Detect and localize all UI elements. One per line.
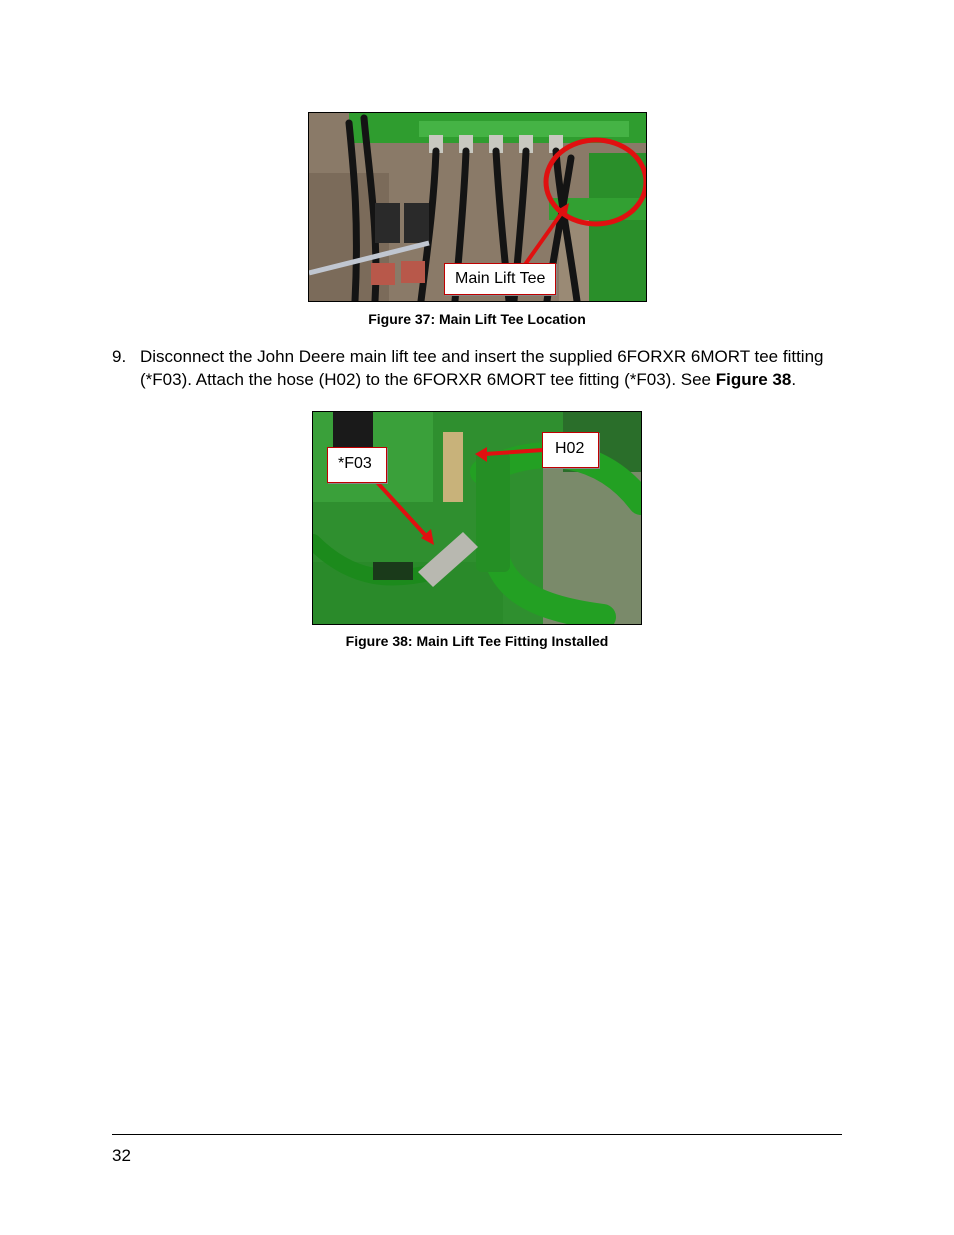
page-number: 32 [112,1146,131,1165]
instruction-step-9 [112,345,847,391]
figure-38-reference: Figure 38 [715,370,792,389]
step-number: 9. [112,347,127,366]
figure-38-caption: Figure 38: Main Lift Tee Fitting Installed [345,633,609,649]
footer-divider [112,1134,842,1135]
step-text-body: Disconnect the John Deere main lift tee and insert the supplied 6FORXR 6MORT tee fitting (*F03). Attach the hose (H02) to the 6FORXR 6MORT tee fitting (*F03). See [140,347,824,389]
main-lift-tee-callout: Main Lift Tee [444,263,556,295]
h02-callout: H02 [542,432,599,468]
step-text-end: . [791,370,797,389]
figure-37-caption: Figure 37: Main Lift Tee Location [368,311,586,327]
f03-callout: *F03 [327,447,387,483]
step-text [140,345,847,391]
